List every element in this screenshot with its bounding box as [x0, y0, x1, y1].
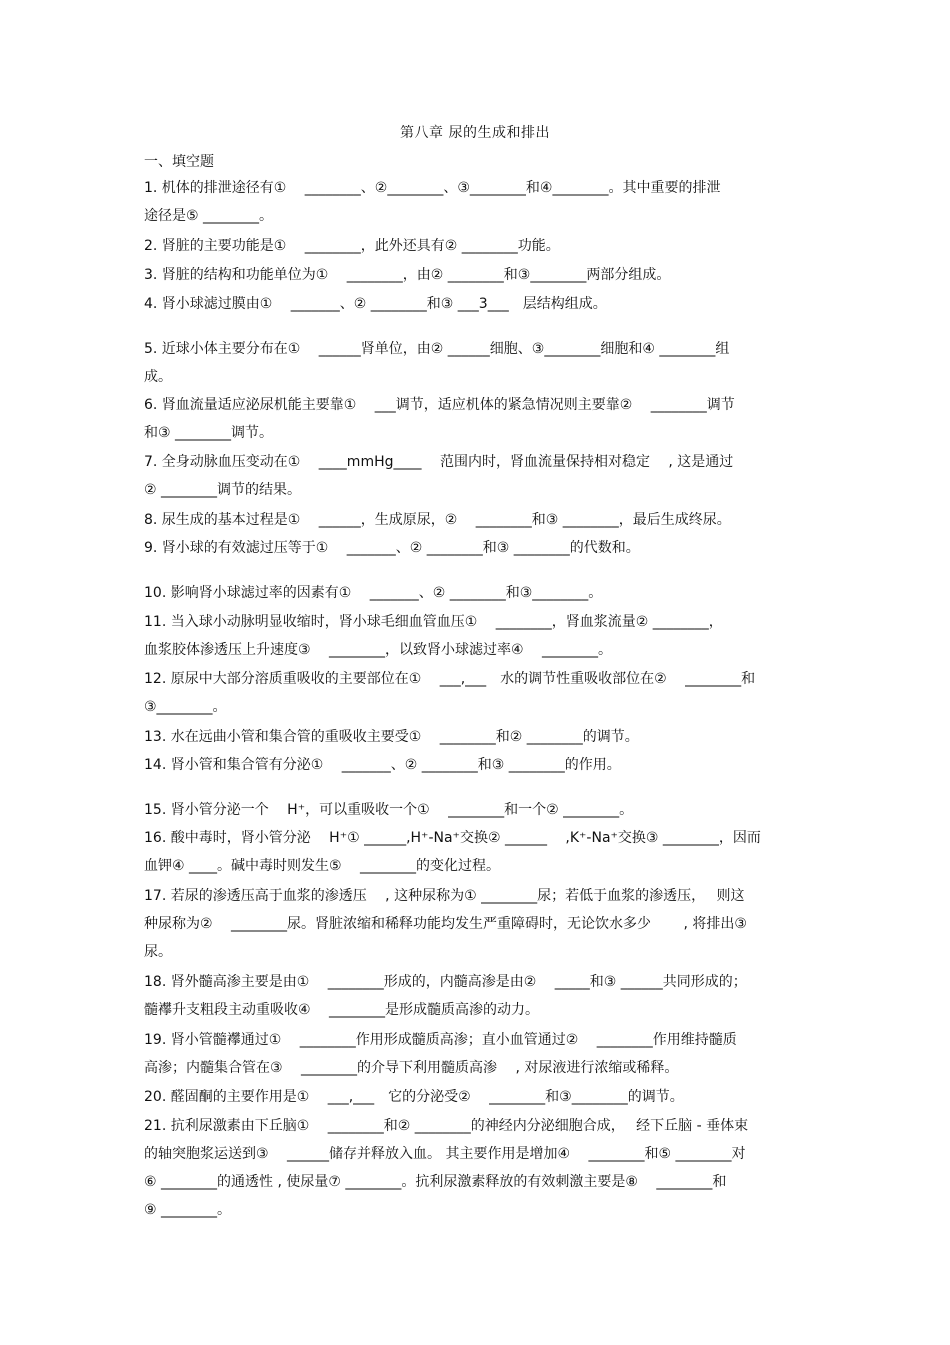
- question-text: 5. 近球小体主要分布在① ______肾单位，由② ______细胞、③________细胞和④ ________组: [144, 341, 730, 357]
- question-20: [144, 1083, 809, 1111]
- question-text: 16. 酸中毒时，肾小管分泌 H⁺① ______,H⁺-Na⁺交换② ______ ,K⁺-Na⁺交换③ ________，因而: [144, 830, 761, 846]
- question-text-cont: ③________。: [144, 699, 227, 715]
- question-16: [144, 824, 809, 880]
- question-text-cont: ② ________调节的结果。: [144, 482, 302, 498]
- question-text: 14. 肾小管和集合管有分泌① _______、② ________和③ ________的作用。: [144, 757, 621, 773]
- question-text: 19. 肾小管髓襻通过① ________作用形成髓质高渗；直小血管通过② ________作用维持髓质: [144, 1032, 737, 1048]
- question-8: [144, 506, 809, 534]
- question-7: [144, 448, 809, 504]
- question-text: 12. 原尿中大部分溶质重吸收的主要部位在① ___,___ 水的调节性重吸收部位在② ________和: [144, 671, 756, 687]
- question-2: [144, 232, 809, 260]
- question-text-cont: 种尿称为② ________尿。肾脏浓缩和稀释功能均发生严重障碍时，无论饮水多少 , 将排出③: [144, 916, 747, 932]
- question-text: 18. 肾外髓高渗主要是由① ________形成的，内髓高渗是由② _____和③ ______共同形成的；: [144, 974, 747, 990]
- question-text: 17. 若尿的渗透压高于血浆的渗透压 , 这种尿称为① ________尿；若低于血浆的渗透压， 则这: [144, 888, 745, 904]
- question-text-cont: ⑨ ________。: [144, 1202, 232, 1218]
- question-text: 13. 水在远曲小管和集合管的重吸收主要受① ________和② ________的调节。: [144, 729, 639, 745]
- question-text: 3. 肾脏的结构和功能单位为① ________，由② ________和③________两部分组成。: [144, 267, 671, 283]
- question-text: 7. 全身动脉血压变动在① ____mmHg____ 范围内时，肾血流量保持相对稳定 , 这是通过: [144, 454, 734, 470]
- question-19: [144, 1026, 809, 1082]
- question-text-cont: ⑥ ________的通透性 , 使尿量⑦ ________。抗利尿激素释放的有效刺激主要是⑧ ________和: [144, 1174, 727, 1190]
- question-text-cont: 的轴突胞浆运送到③ ______储存并释放入血。 其主要作用是增加④ ________和⑤ ________对: [144, 1146, 746, 1162]
- question-text-cont: 和③ ________调节。: [144, 425, 274, 441]
- question-text: 10. 影响肾小球滤过率的因素有① _______、② ________和③________。: [144, 585, 603, 601]
- question-text: 6. 肾血流量适应泌尿机能主要靠① ___调节，适应机体的紧急情况则主要靠② ________调节: [144, 397, 735, 413]
- question-text: 15. 肾小管分泌一个 H⁺，可以重吸收一个① ________和一个② ________。: [144, 802, 634, 818]
- question-17: [144, 882, 809, 966]
- question-5: [144, 335, 809, 391]
- question-text-cont: 血钾④ ____。碱中毒时则发生⑤ ________的变化过程。: [144, 858, 501, 874]
- question-text-cont: 血浆胶体渗透压上升速度③ ________，以致肾小球滤过率④ ________。: [144, 642, 613, 658]
- question-text: 2. 肾脏的主要功能是① ________，此外还具有② ________功能。: [144, 238, 560, 254]
- question-text: 9. 肾小球的有效滤过压等于① _______、② ________和③ ________的代数和。: [144, 540, 640, 556]
- question-3: [144, 261, 809, 289]
- question-10: [144, 579, 809, 607]
- question-14: [144, 751, 809, 779]
- question-text: 20. 醛固酮的主要作用是① ___,___ 它的分泌受② ________和③________的调节。: [144, 1089, 684, 1105]
- section-heading: 一、填空题: [144, 154, 214, 170]
- question-21: [144, 1112, 809, 1224]
- question-text-cont: 髓襻升支粗段主动重吸收④ ________是形成髓质高渗的动力。: [144, 1002, 539, 1018]
- question-11: [144, 608, 809, 664]
- question-15: [144, 796, 809, 824]
- question-1: [144, 174, 809, 230]
- question-text: 1. 机体的排泄途径有① ________、②________、③________和④________。其中重要的排泄: [144, 180, 721, 196]
- question-text: 4. 肾小球滤过膜由① _______、② ________和③ ___3___ 层结构组成。: [144, 296, 607, 312]
- question-18: [144, 968, 809, 1024]
- question-6: [144, 391, 809, 447]
- question-13: [144, 723, 809, 751]
- question-9: [144, 534, 809, 562]
- question-4: [144, 290, 809, 318]
- question-text-cont: 途径是⑤ ________。: [144, 208, 274, 224]
- question-text: 11. 当入球小动脉明显收缩时，肾小球毛细血管血压① ________，肾血浆流量② ________，: [144, 614, 723, 630]
- question-text-cont: 成。: [144, 369, 172, 385]
- question-text-cont: 尿。: [144, 944, 172, 960]
- question-text: 21. 抗利尿激素由下丘脑① ________和② ________的神经内分泌细胞合成， 经下丘脑 - 垂体束: [144, 1118, 749, 1134]
- page-title: 第八章 尿的生成和排出: [400, 125, 550, 141]
- question-12: [144, 665, 809, 721]
- question-text: 8. 尿生成的基本过程是① ______，生成原尿，② ________和③ ________，最后生成终尿。: [144, 512, 731, 528]
- question-text-cont: 高渗；内髓集合管在③ ________的介导下利用髓质高渗 , 对尿液进行浓缩或稀释。: [144, 1060, 679, 1076]
